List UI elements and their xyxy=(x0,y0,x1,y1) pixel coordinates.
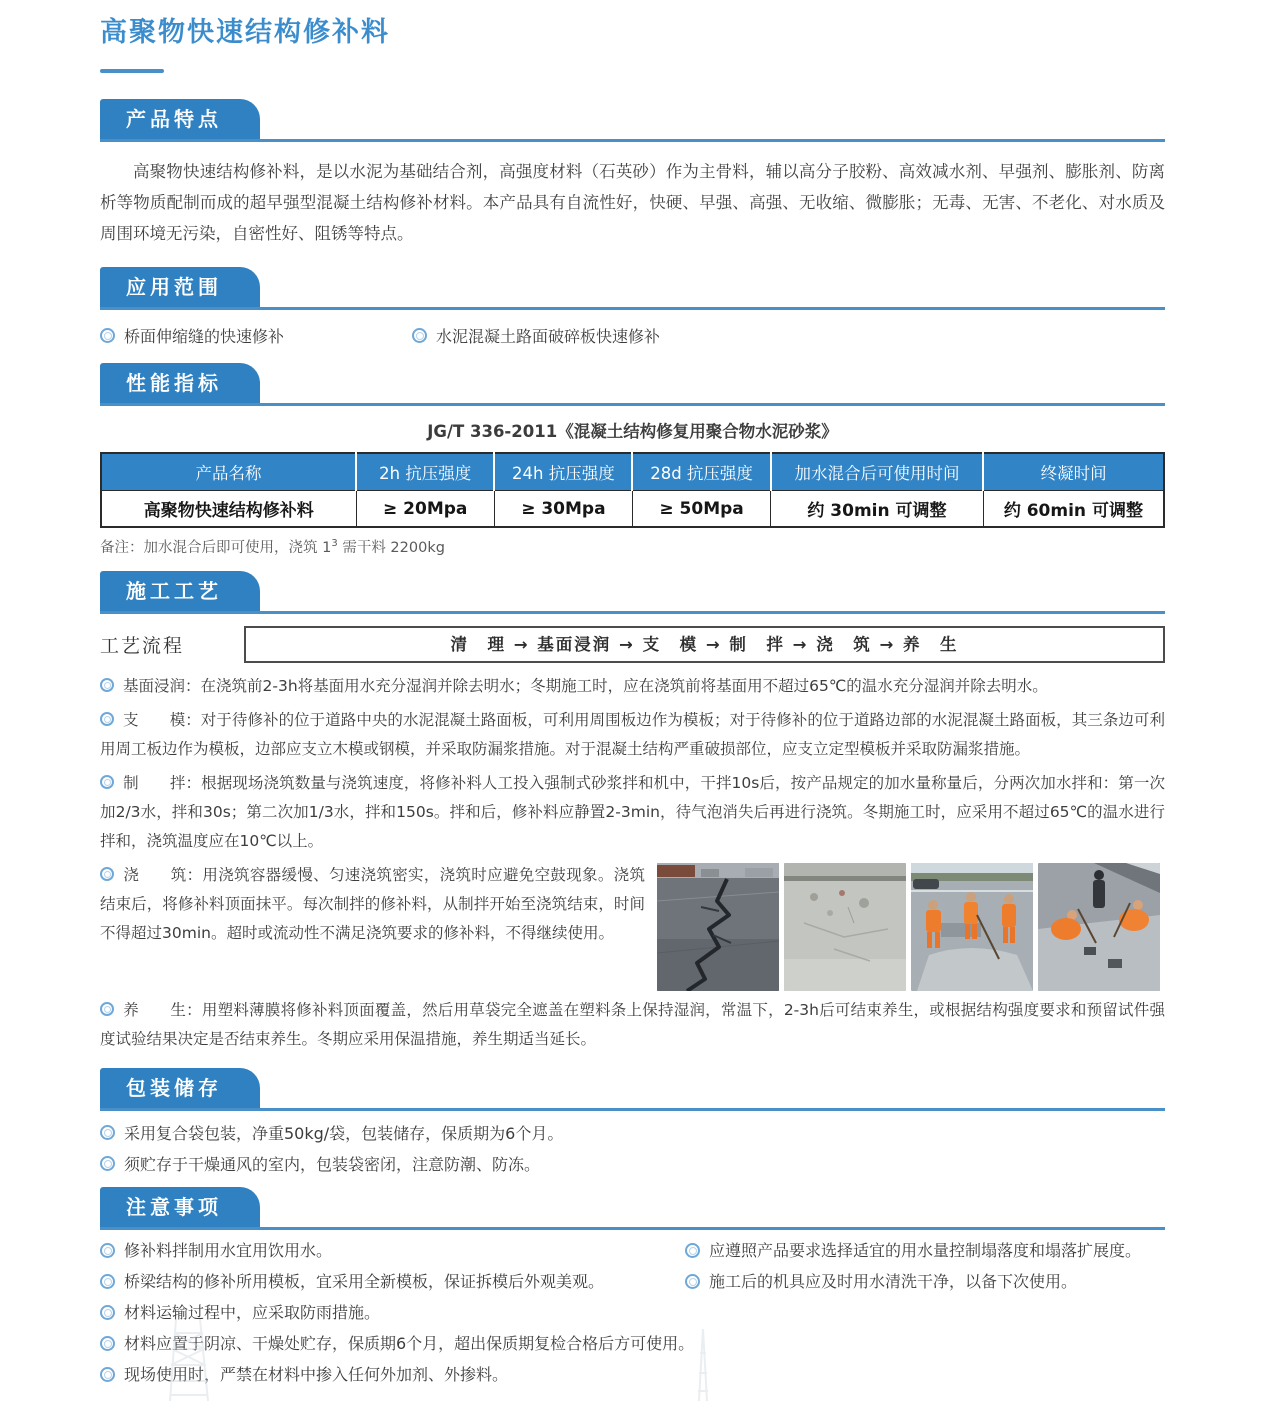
table-cell: ≥ 30Mpa xyxy=(494,491,632,528)
precaution-item xyxy=(100,1363,1165,1387)
features-paragraph: 高聚物快速结构修补料，是以水泥为基础结合剂，高强度材料（石英砂）作为主骨料，辅以高分子胶粉、高效减水剂、早强剂、膨胀剂、防离析等物质配制而成的超早强型混凝土结构修补材料。本产品具有自流性好，快硬、早强、高强、无收缩、微膨胀；无毒、无害、不老化、对水质及周围环境无污染，自密性好、阻锈等特点。 xyxy=(100,162,1165,243)
step-text: 支 模：对于待修补的位于道路中央的水泥混凝土路面板，可利用周围板边作为模板；对于待修补的位于道路边部的水泥混凝土路面板，其三条边可利用周工板边作为模板，边部应支立木模或钢模，并采取防漏浆措施。对于混凝土结构严重破损部位，应支立定型模板并采取防漏浆措施。 xyxy=(100,711,1165,758)
table-header-cell: 24h 抗压强度 xyxy=(494,453,632,491)
section-applications xyxy=(100,267,1165,347)
precaution-item xyxy=(100,1301,1165,1325)
precaution-item-label: 材料运输过程中，应采取防雨措施。 xyxy=(124,1303,381,1322)
precaution-item xyxy=(100,1270,685,1294)
packaging-item xyxy=(100,1121,1165,1144)
table-note xyxy=(100,536,1165,557)
table-header-cell: 加水混合后可使用时间 xyxy=(771,453,984,491)
table-cell: 约 30min 可调整 xyxy=(771,491,984,528)
section-product-features xyxy=(100,99,1165,249)
step-formwork xyxy=(100,706,1165,764)
section-construction-process xyxy=(100,571,1165,1054)
table-cell: 高聚物快速结构修补料 xyxy=(101,491,356,528)
pouring-step-with-photos xyxy=(100,861,1165,991)
section-tab-features: 产品特点 xyxy=(100,99,260,139)
ring-bullet-icon xyxy=(100,775,114,789)
packaging-item xyxy=(100,1152,1165,1175)
ring-bullet-icon xyxy=(100,1156,115,1171)
section-performance xyxy=(100,363,1165,557)
application-item xyxy=(412,324,660,347)
precaution-item-label: 桥梁结构的修补所用模板，宜采用全新模板，保证拆模后外观美观。 xyxy=(124,1272,605,1291)
ring-bullet-icon xyxy=(412,328,427,343)
packaging-item-label: 采用复合袋包装，净重50kg/袋，包装储存，保质期为6个月。 xyxy=(124,1124,564,1143)
section-tab-applications: 应用范围 xyxy=(100,267,260,307)
page-title: 高聚物快速结构修补料 xyxy=(100,17,390,48)
packaging-list xyxy=(100,1121,1165,1175)
table-header-cell: 2h 抗压强度 xyxy=(356,453,494,491)
process-flow-row xyxy=(100,626,1165,663)
section-tab-performance: 性能指标 xyxy=(100,363,260,403)
application-item xyxy=(100,324,412,347)
process-flow-box: 清 理 → 基面浸润 → 支 模 → 制 拌 → 浇 筑 → 养 生 xyxy=(244,626,1165,663)
table-header-cell: 28d 抗压强度 xyxy=(632,453,770,491)
process-flow-label: 工艺流程 xyxy=(100,635,185,657)
ring-bullet-icon xyxy=(100,1243,115,1258)
ring-bullet-icon xyxy=(100,1002,114,1016)
step-curing xyxy=(100,996,1165,1054)
precaution-item xyxy=(100,1332,1165,1356)
damaged-slab-photo xyxy=(784,863,906,991)
precaution-item-label: 应遵照产品要求选择适宜的用水量控制塌落度和塌落扩展度。 xyxy=(709,1241,1142,1260)
section-packaging-storage xyxy=(100,1068,1165,1175)
ring-bullet-icon xyxy=(100,1305,115,1320)
precaution-item-label: 施工后的机具应及时用水清洗干净，以备下次使用。 xyxy=(709,1272,1078,1291)
table-cell: 约 60min 可调整 xyxy=(983,491,1164,528)
applications-list xyxy=(100,324,1165,347)
table-header-cell: 终凝时间 xyxy=(983,453,1164,491)
ring-bullet-icon xyxy=(100,1125,115,1140)
step-pouring xyxy=(100,861,645,991)
table-header-cell: 产品名称 xyxy=(101,453,356,491)
table-note-text: 需干料 2200kg xyxy=(337,540,445,556)
site-photos xyxy=(657,861,1165,991)
ring-bullet-icon xyxy=(100,1336,115,1351)
ring-bullet-icon xyxy=(685,1243,700,1258)
step-mixing xyxy=(100,769,1165,856)
standard-caption: JG/T 336-2011《混凝土结构修复用聚合物水泥砂浆》 xyxy=(427,422,838,441)
precaution-item xyxy=(685,1239,1165,1263)
section-head-applications xyxy=(100,267,1165,310)
section-head-construction xyxy=(100,571,1165,614)
precaution-item xyxy=(100,1239,685,1263)
precaution-item-label: 现场使用时，严禁在材料中掺入任何外加剂、外掺料。 xyxy=(124,1365,509,1384)
repair-crew-finishing-photo xyxy=(1038,863,1160,991)
ring-bullet-icon xyxy=(685,1274,700,1289)
section-head-features xyxy=(100,99,1165,142)
section-tab-precautions: 注意事项 xyxy=(100,1187,260,1227)
section-head-packaging xyxy=(100,1068,1165,1111)
section-precautions xyxy=(100,1187,1165,1387)
ring-bullet-icon xyxy=(100,712,114,726)
section-head-precautions xyxy=(100,1187,1165,1230)
application-item-label: 水泥混凝土路面破碎板快速修补 xyxy=(436,327,661,346)
worker-figure xyxy=(1093,870,1105,908)
precautions-list xyxy=(100,1239,1165,1387)
step-text: 基面浸润：在浇筑前2-3h将基面用水充分湿润并除去明水；冬期施工时，应在浇筑前将基面用不超过65℃的温水充分湿润并除去明水。 xyxy=(123,677,1048,695)
performance-table xyxy=(100,452,1165,528)
table-cell: ≥ 20Mpa xyxy=(356,491,494,528)
cracked-pavement-photo xyxy=(657,863,779,991)
section-head-performance xyxy=(100,363,1165,406)
ring-bullet-icon xyxy=(100,678,114,692)
step-text: 制 拌：根据现场浇筑数量与浇筑速度，将修补料人工投入强制式砂浆拌和机中，干拌10s后，按产品规定的加水量称量后，分两次加水拌和：第一次加2/3水，拌和30s；第二次加1/3水，拌和150s。拌和后，修补料应静置2-3min，待气泡消失后再进行浇筑。冬期施工时，应采用不超过65℃的温水进行拌和，浇筑温度应在10℃以上。 xyxy=(100,774,1165,850)
table-cell: ≥ 50Mpa xyxy=(632,491,770,528)
ring-bullet-icon xyxy=(100,328,115,343)
step-text: 浇 筑：用浇筑容器缓慢、匀速浇筑密实，浇筑时应避免空鼓现象。浇筑结束后，将修补料顶面抹平。每次制拌的修补料，从制拌开始至浇筑结束，时间不得超过30min。超时或流动性不满足浇筑要求的修补料，不得继续使用。 xyxy=(100,866,645,942)
section-tab-packaging: 包装储存 xyxy=(100,1068,260,1108)
table-header-row xyxy=(101,453,1164,491)
step-text: 养 生：用塑料薄膜将修补料顶面覆盖，然后用草袋完全遮盖在塑料条上保持湿润，常温下，2-3h后可结束养生，或根据结构强度要求和预留试件强度试验结果决定是否结束养生。冬期应采用保温措施，养生期适当延长。 xyxy=(100,1001,1165,1048)
table-row xyxy=(101,491,1164,528)
construction-steps xyxy=(100,672,1165,1054)
application-item-label: 桥面伸缩缝的快速修补 xyxy=(124,327,285,346)
table-note-text: 备注：加水混合后即可使用，浇筑 1 xyxy=(100,540,332,556)
ring-bullet-icon xyxy=(100,867,114,881)
repair-crew-pouring-photo xyxy=(911,863,1033,991)
precaution-item xyxy=(685,1270,1165,1294)
packaging-item-label: 须贮存于干燥通风的室内，包装袋密闭，注意防潮、防冻。 xyxy=(124,1155,541,1174)
table-note-superscript: 3 xyxy=(331,538,338,550)
precaution-item-label: 材料应置于阴凉、干燥处贮存，保质期6个月，超出保质期复检合格后方可使用。 xyxy=(124,1334,695,1353)
precaution-item-label: 修补料拌制用水宜用饮用水。 xyxy=(124,1241,333,1260)
title-underline xyxy=(100,69,164,73)
ring-bullet-icon xyxy=(100,1367,115,1382)
section-tab-construction: 施工工艺 xyxy=(100,571,260,611)
ring-bullet-icon xyxy=(100,1274,115,1289)
step-base-wetting xyxy=(100,672,1165,701)
